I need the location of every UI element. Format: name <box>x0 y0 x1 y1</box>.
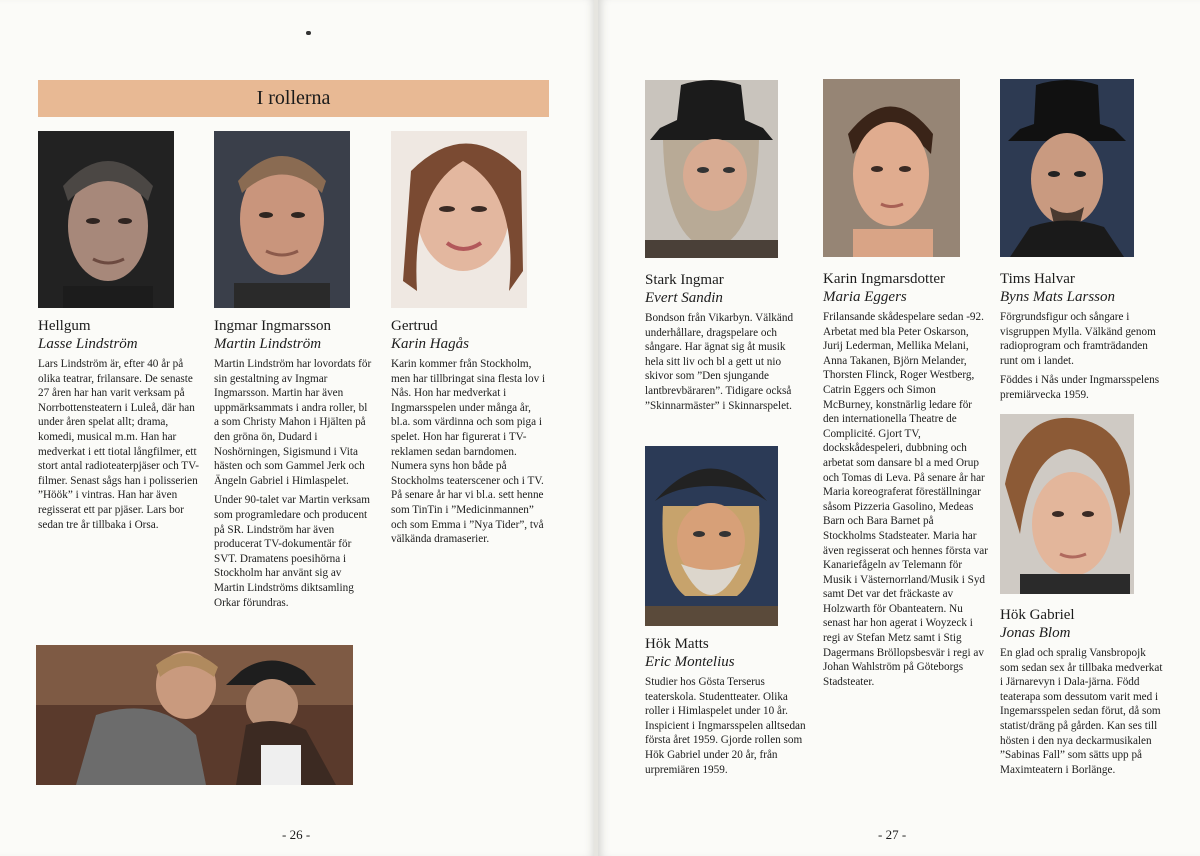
actor-name: Karin Hagås <box>391 336 469 352</box>
right-page <box>598 0 1200 856</box>
page-number: - 27 - <box>878 827 907 842</box>
portrait-tims-halvar <box>1000 79 1134 257</box>
bio-paragraph: Studier hos Gösta Terserus teaterskola. Studentteater. Olika roller i Himlaspelet under 10 år. Inspicient i Ingmarsspelen alltsedan första året 1959. Gjorde rollen som Hök Gabriel under 20 år, från urpremiären 1959. <box>645 676 806 776</box>
role-name: Hellgum <box>38 318 91 334</box>
role-name: Hök Gabriel <box>1000 607 1075 623</box>
bio-text <box>823 310 988 689</box>
actor-name: Martin Lindström <box>214 336 322 352</box>
bio-paragraph: En glad och spralig Vansbropojk som sedan sex år tillbaka medverkat i Järnarevyn i Dala-järna. Född teaterapa som dessutom varit med i Ingemarsspelen sedan förut, då som statist/dräng på gården. Kan ses till hösten i den nya deckarmusikalen ”Sabinas Fall” som sätts upp på Maximteatern i Borlänge. <box>1000 647 1163 776</box>
cast-entry-tims-halvar <box>1000 271 1162 408</box>
actor-name: Maria Eggers <box>823 289 907 305</box>
cast-entry-karin-ingmarsdotter <box>823 271 988 694</box>
actor-name: Evert Sandin <box>645 290 723 306</box>
bio-paragraph: Martin Lindström har lovordats för sin gestaltning av Ingmar Ingmarsson. Martin har även uppmärksammats i andra roller, bl a som Christy Mahon i Hjälten på den gröna ön, Dudard i Noshörningen, Sigismund i Vita hästen och som Gammel Jerk och Ängeln Gabriel i Himlaspelet. <box>214 358 372 487</box>
bio-paragraph: Förgrundsfigur och sångare i visgruppen Mylla. Välkänd genom radioprogram och framträdanden runt om i landet. <box>1000 311 1156 367</box>
portrait-karin-ingmarsdotter <box>823 79 960 257</box>
cast-entry-stark-ingmar <box>645 272 805 418</box>
cast-entry-hok-matts <box>645 636 810 782</box>
bio-paragraph: Karin kommer från Stockholm, men har tillbringat sina flesta lov i Nås. Hon har medverkat i Ingmarsspelen under många år, bl.a. som värdinna och som piga i spelet. Hon har figurerat i TV-reklamen sedan barndomen. Numera syns hon både på Stockholms teaterscener och i TV. På senare år har vi bl.a. sett henne som TinTin i ”Medicinmannen” och som Emma i ”Nya Tider”, två välkända dramaserier. <box>391 358 546 546</box>
role-name: Stark Ingmar <box>645 272 724 288</box>
portrait-stark-ingmar <box>645 80 778 258</box>
portrait-hok-gabriel <box>1000 414 1134 594</box>
bio-paragraph: Under 90-talet var Martin verksam som programledare och producent på SR. Lindström har även producerat TV-dokumentär för SVT. Dramatens poesihörna i Stockholm har använt sig av Martin Lindströms diktsamling Orkar förundras. <box>214 494 370 609</box>
actor-name: Jonas Blom <box>1000 625 1071 641</box>
page-number: - 26 - <box>282 827 311 842</box>
bio-text <box>214 357 374 610</box>
bio-text <box>645 675 810 777</box>
ink-dot <box>306 31 311 35</box>
bio-text <box>391 357 551 547</box>
bio-text <box>38 357 200 532</box>
role-name: Karin Ingmarsdotter <box>823 271 946 287</box>
actor-name: Byns Mats Larsson <box>1000 289 1116 305</box>
bio-paragraph: Lars Lindström är, efter 40 år på olika teatrar, frilansare. De senaste 27 åren har han varit verksam på Norrbottensteatern i Luleå, där han under åren spelat allt; drama, komedi, musical m.m. Han har medverkat i ett tiotal långfilmer, ett stort antal radioteaterpjäser och TV-filmer. Senast sågs han i polisserien ”Höök” i vintras. Han har även regisserat ett par pjäser. Lars bor sedan tre år tillbaka i Orsa. <box>38 358 199 531</box>
role-name: Tims Halvar <box>1000 271 1075 287</box>
portrait-hok-matts <box>645 446 778 626</box>
actor-name: Lasse Lindström <box>38 336 138 352</box>
section-banner <box>38 80 549 117</box>
role-name: Hök Matts <box>645 636 709 652</box>
cast-entry-hellgum <box>38 318 200 537</box>
scene-photo <box>36 645 353 785</box>
portrait-hellgum <box>38 131 174 308</box>
portrait-ingmar-ingmarsson <box>214 131 350 308</box>
bio-text <box>1000 646 1165 777</box>
bio-paragraph: Bondson från Vikarbyn. Välkänd underhållare, dragspelare och sångare. Har ägnat sig åt musik hela sitt liv och bl a gett ut nio skivor som ”Den sjungande lantbrevbäraren”. Tidigare också ”Skinnarmäster” i Skinnarspelet. <box>645 312 794 412</box>
cast-entry-ingmar-ingmarsson <box>214 318 374 615</box>
cast-entry-gertrud <box>391 318 551 552</box>
bio-text <box>1000 310 1162 403</box>
bio-paragraph: Frilansande skådespelare sedan -92. Arbetat med bla Peter Oskarson, Jurij Lederman, Mellika Melani, Anna Takanen, Björn Melander, Thorsten Flinck, Roger Westberg, Catrin Eggers och Simon McBurney, konstnärlig ledare för den internationella Theatre de Complicité. Gjort TV, dockskådespeleri, dubbning och arbetat som dansare bl a med Orup och Tomas di Leva. På senare år har Maria koreograferat föreställningar såsom Pizzeria Gasolino, Medeas Barn och Bara Barnet på Stockholms Stadsteater. Maria har även regisserat och hennes första var Kanariefågeln av Telemann för Musik i Västernorrland/Musik i Syd samt Det var det fräckaste av Holzwarth för Obanteatern. Nu senast har hon agerat i Woyzeck i regi av Stefan Metz samt i Stig Dagermans Bröllopsbesvär i regi av Johan Wahlström på Göteborgs Stadsteater. <box>823 311 988 688</box>
bio-text <box>645 311 805 413</box>
portrait-gertrud <box>391 131 527 308</box>
actor-name: Eric Montelius <box>645 654 735 670</box>
bio-paragraph: Föddes i Nås under Ingmarsspelens premiärvecka 1959. <box>1000 374 1160 401</box>
cast-entry-hok-gabriel <box>1000 607 1165 782</box>
role-name: Ingmar Ingmarsson <box>214 318 332 334</box>
left-page <box>0 0 596 856</box>
banner-title: I rollerna <box>256 87 331 109</box>
role-name: Gertrud <box>391 318 438 334</box>
